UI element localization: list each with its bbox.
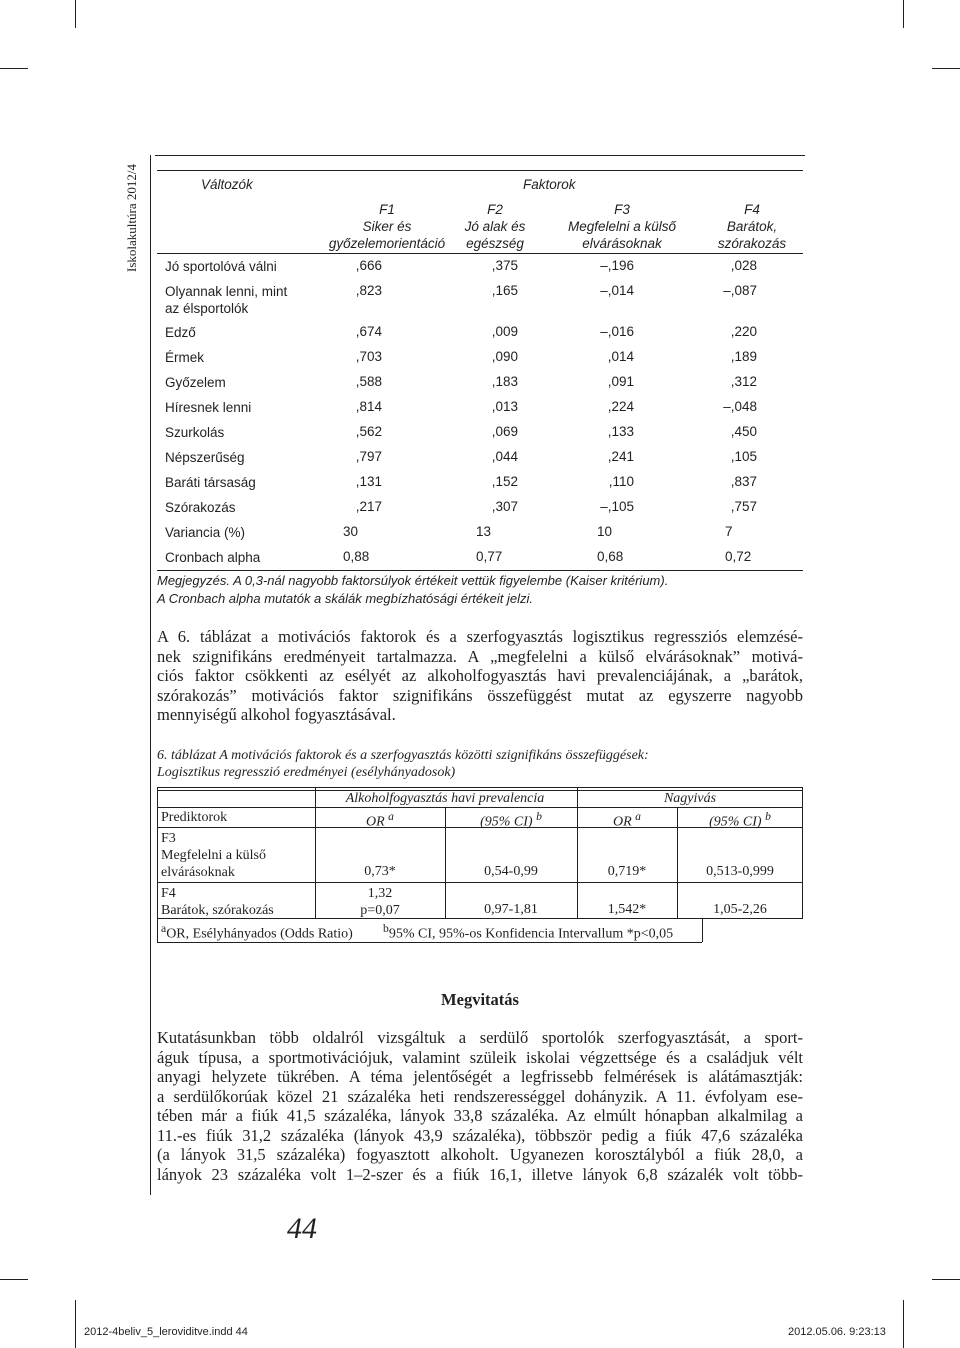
group-header: Nagyivás (663, 791, 717, 806)
section-heading: Megvitatás (441, 990, 519, 1009)
factor-column-header: F4 Barátok, szórakozás (717, 202, 787, 251)
factor-table-header (157, 170, 803, 254)
table-row: Népszerűség ,797 ,044 ,241 ,105 (165, 449, 757, 465)
page-number: 44 (287, 1212, 317, 1245)
factor-column-header: F3 Megfelelni a külső elvárásoknak (567, 202, 677, 251)
column-header: (95% CI) $^b$ (709, 810, 771, 830)
crop-mark (75, 0, 76, 28)
table-footnote: $^a$OR, Esélyhányados (Odds Ratio) (161, 922, 353, 942)
table-row: Szurkolás ,562 ,069 ,133 ,450 (165, 424, 757, 440)
predictors-header: Prediktorok (161, 810, 228, 825)
footer-date: 2012.05.06. 9:23:13 (788, 1326, 886, 1338)
table-row: Edző ,674 ,009 –,016 ,220 (165, 324, 757, 340)
table-row: Szórakozás ,217 ,307 –,105 ,757 (165, 499, 757, 515)
table-row: Variancia (%) 30 13 10 7 (165, 524, 733, 540)
table-row: Híresnek lenni ,814 ,013 ,224 –,048 (165, 399, 757, 415)
crop-mark (0, 68, 28, 69)
table-row: Győzelem ,588 ,183 ,091 ,312 (165, 374, 757, 390)
group-header: Alkoholfogyasztás havi prevalencia (345, 791, 545, 806)
variables-header: Változók (201, 177, 253, 192)
table-row: Baráti társaság ,131 ,152 ,110 ,837 (165, 474, 757, 490)
table-note: A Cronbach alpha mutatók a skálák megbízhatósági értékeit jelzi. (157, 591, 533, 606)
crop-mark (75, 1300, 76, 1348)
factor-table (157, 170, 803, 571)
factor-column-header: F2 Jó alak és egészség (464, 202, 526, 251)
body-paragraph: A 6. táblázat a motivációs faktorok és a szerfogyasztás logisztikus regressziós elemzésé- nek szignifikáns eredményeit tartalmazza. A „megfelelni a külső elvárásoknak” motivá- ciós faktor csökkenti az esélyét az alkoholfogyasztás havi prevalenciájának, a „barátok, szórakozás” motivációs faktor szignifikáns összefüggést mutat az egyszerre nagyobb mennyiségű alkohol fogyasztásával. (157, 627, 803, 724)
column-header: (95% CI) $^b$ (480, 810, 542, 830)
predictor-label: F4 Barátok, szórakozás (161, 886, 274, 918)
top-rule (155, 155, 805, 156)
table-row: Olyannak lenni, mint az élsportolók ,823 ,165 –,014 –,087 (165, 283, 757, 316)
body-paragraph: Kutatásunkban több oldalról vizsgáltuk a serdülő sportolók szerfogyasztását, a sport- águk típusa, a sportmotivációjuk, valamint szüleik iskolai végzettsége és a családjuk vélt anyagi helyzete tükrében. A téma jelentőségét a legfrissebb felmérések is alátámasztják: a serdülőkorúak közel 21 százaléka heti rendszerességgel dohányzik. A 11. évfolyam ese- tében már a fiúk 41,5 százaléka, lányok 33,8 százaléka. Az elmúlt hónapban alkalmilag a 11.-es fiúk 31,2 százaléka (lányok 43,9 százaléka), többször pedig a fiúk 47,6 százaléka (a lányok 31,5 százaléka) fogyasztott alkoholt. Ugyanezen korosztályból a fiúk 28,0, a lányok 23 százaléka volt 1–2-szer és a fiúk 16,1, illetve lányok 6,8 százalék volt több- (157, 1028, 803, 1184)
crop-mark (932, 1279, 960, 1280)
column-header: OR $^a$ (613, 810, 641, 830)
column-header: OR $^a$ (366, 810, 394, 830)
table-row: Jó sportolóvá válni ,666 ,375 –,196 ,028 (165, 258, 757, 274)
crop-mark (903, 1300, 904, 1348)
factor-column-header: F1 Siker és győzelemorientáció (328, 202, 446, 251)
predictor-label: F3 Megfelelni a külső elvárásoknak (161, 831, 266, 880)
table-row: Cronbach alpha 0,88 0,77 0,68 0,72 (157, 545, 803, 571)
table-note: Megjegyzés. A 0,3-nál nagyobb faktorsúlyok értékeit vettük figyelembe (Kaiser kritérium). (157, 573, 669, 588)
footer-file: 2012-4beliv_5_leroviditve.indd 44 (84, 1326, 248, 1338)
table-caption: 6. táblázat A motivációs faktorok és a szerfogyasztás közötti szignifikáns összefüggések: Logisztikus regresszió eredményei (esélyhányadosok) (157, 748, 649, 780)
margin-rule (150, 155, 151, 1195)
factors-header: Faktorok (523, 177, 576, 192)
table-row: Érmek ,703 ,090 ,014 ,189 (165, 349, 757, 365)
journal-label: Iskolakultúra 2012/4 (124, 164, 139, 272)
crop-mark (932, 68, 960, 69)
table-footnote: $^b$95% CI, 95%-os Konfidencia Intervallum *p<0,05 (383, 922, 674, 942)
crop-mark (0, 1279, 28, 1280)
crop-mark (903, 0, 904, 28)
